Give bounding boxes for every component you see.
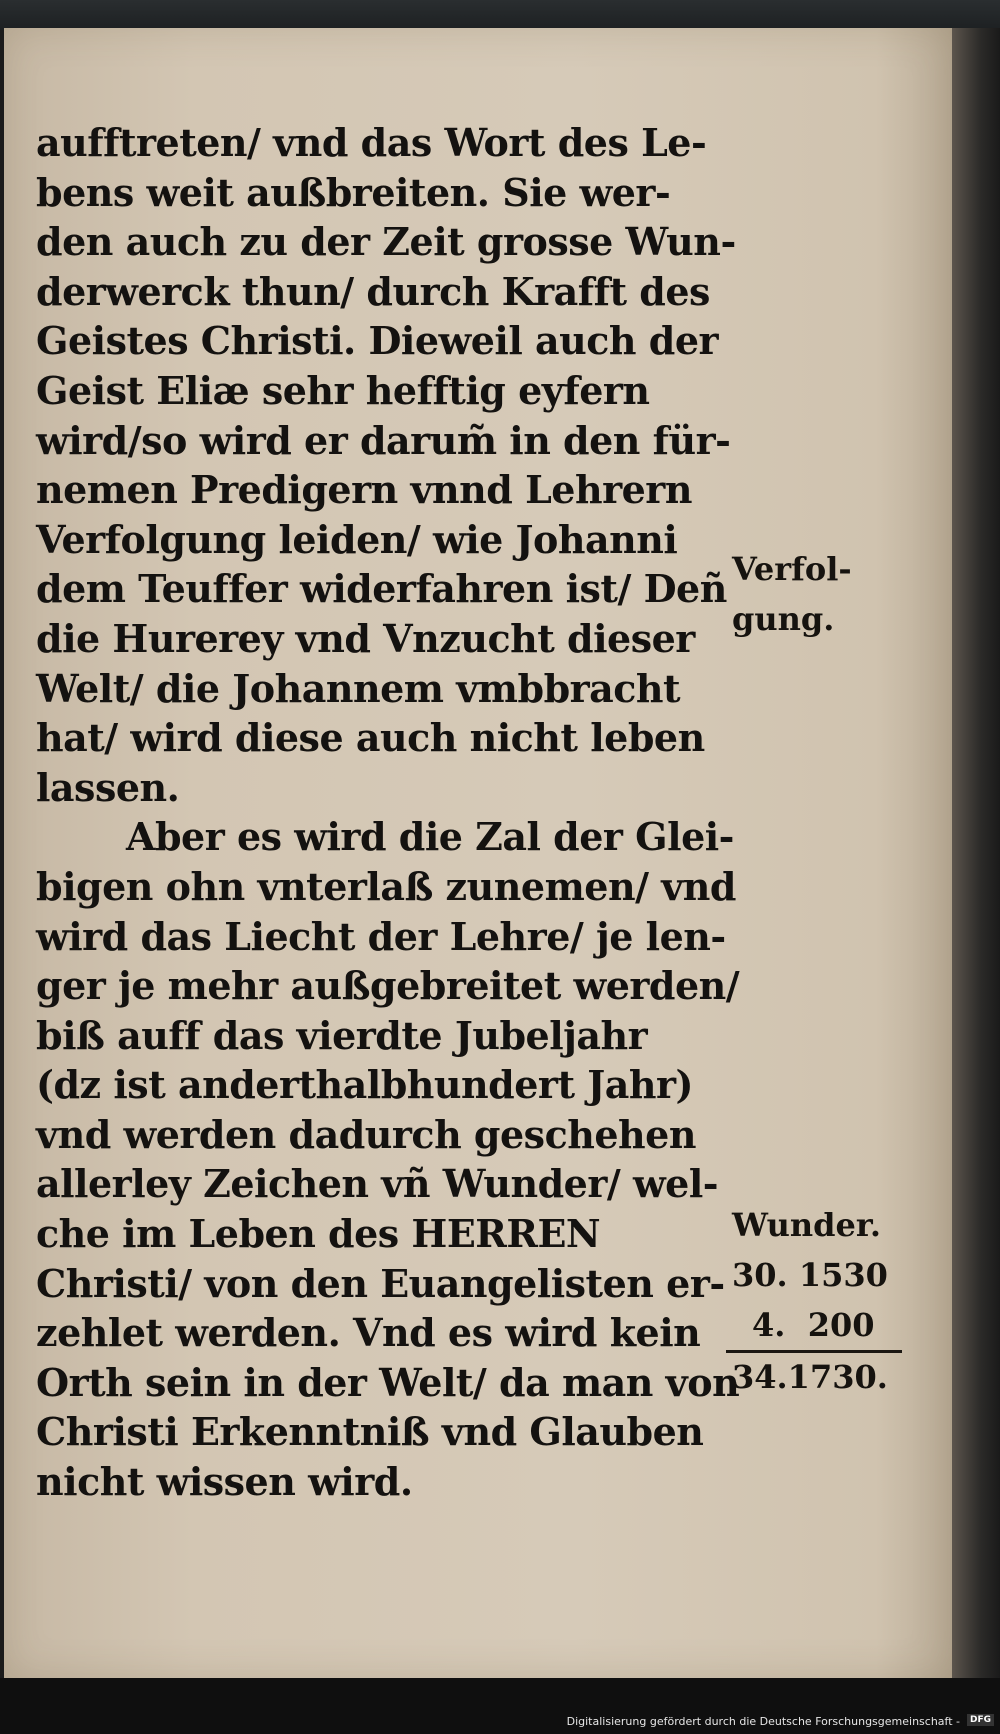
margin-sum-result: 34.1730.	[732, 1358, 888, 1396]
margin-notes	[732, 28, 942, 1678]
margin-sum-line-1: 30. 1530	[732, 1256, 888, 1294]
main-text-block	[36, 118, 740, 1507]
sum-rule	[726, 1350, 902, 1353]
text-line: nicht wissen wird.	[36, 1459, 413, 1505]
text-line: vnd werden dadurch geschehen	[36, 1111, 696, 1157]
text-line: die Hurerey vnd Vnzucht dieser	[36, 615, 695, 661]
text-line: lassen.	[36, 764, 180, 810]
margin-note-persecution-cont: gung.	[732, 600, 835, 638]
funding-credit: Digitalisierung gefördert durch die Deutsche Forschungsgemeinschaft -	[566, 1715, 960, 1728]
text-line: Geist Eliæ sehr hefftig eyfern	[36, 367, 650, 413]
text-line: wird das Liecht der Lehre/ je len-	[36, 913, 726, 959]
text-line: bens weit außbreiten. Sie wer-	[36, 169, 671, 215]
text-line: (dz ist anderthalbhundert Jahr)	[36, 1062, 693, 1108]
margin-note-persecution: Verfol-	[732, 550, 852, 588]
margin-note-wonder: Wunder.	[732, 1206, 881, 1244]
text-line: zehlet werden. Vnd es wird kein	[36, 1310, 701, 1356]
margin-sum-line-2: 4. 200	[752, 1306, 875, 1344]
text-line: Verfolgung leiden/ wie Johanni	[36, 516, 678, 562]
text-line: derwerck thun/ durch Krafft des	[36, 268, 710, 314]
scanner-frame-top	[0, 0, 1000, 30]
text-line: hat/ wird diese auch nicht leben	[36, 715, 705, 761]
text-line: che im Leben des HERREN	[36, 1211, 601, 1257]
text-line: biß auff das vierdte Jubeljahr	[36, 1012, 648, 1058]
text-line: allerley Zeichen vñ Wunder/ wel-	[36, 1161, 719, 1207]
text-line: Welt/ die Johannem vmbbracht	[36, 665, 681, 711]
paragraph-start-line: Aber es wird die Zal der Glei-	[126, 814, 734, 860]
text-line: nemen Predigern vnnd Lehrern	[36, 467, 692, 513]
text-line: Christi Erkenntniß vnd Glauben	[36, 1409, 704, 1455]
book-page	[4, 28, 958, 1678]
text-line: ger je mehr außgebreitet werden/	[36, 963, 740, 1009]
text-line: Orth sein in der Welt/ da man von	[36, 1359, 740, 1405]
text-line: bigen ohn vnterlaß zunemen/ vnd	[36, 863, 736, 909]
text-line: dem Teuffer widerfahren ist/ Deñ	[36, 566, 727, 612]
text-line: wird/so wird er darum̃ in den für-	[36, 417, 731, 463]
book-spine-edge	[952, 28, 1000, 1678]
text-line: Christi/ von den Euangelisten er-	[36, 1260, 725, 1306]
dfg-logo: DFG	[967, 1714, 994, 1726]
text-line: Geistes Christi. Dieweil auch der	[36, 318, 719, 364]
text-line: aufftreten/ vnd das Wort des Le-	[36, 120, 707, 165]
text-line: den auch zu der Zeit grosse Wun-	[36, 219, 736, 265]
